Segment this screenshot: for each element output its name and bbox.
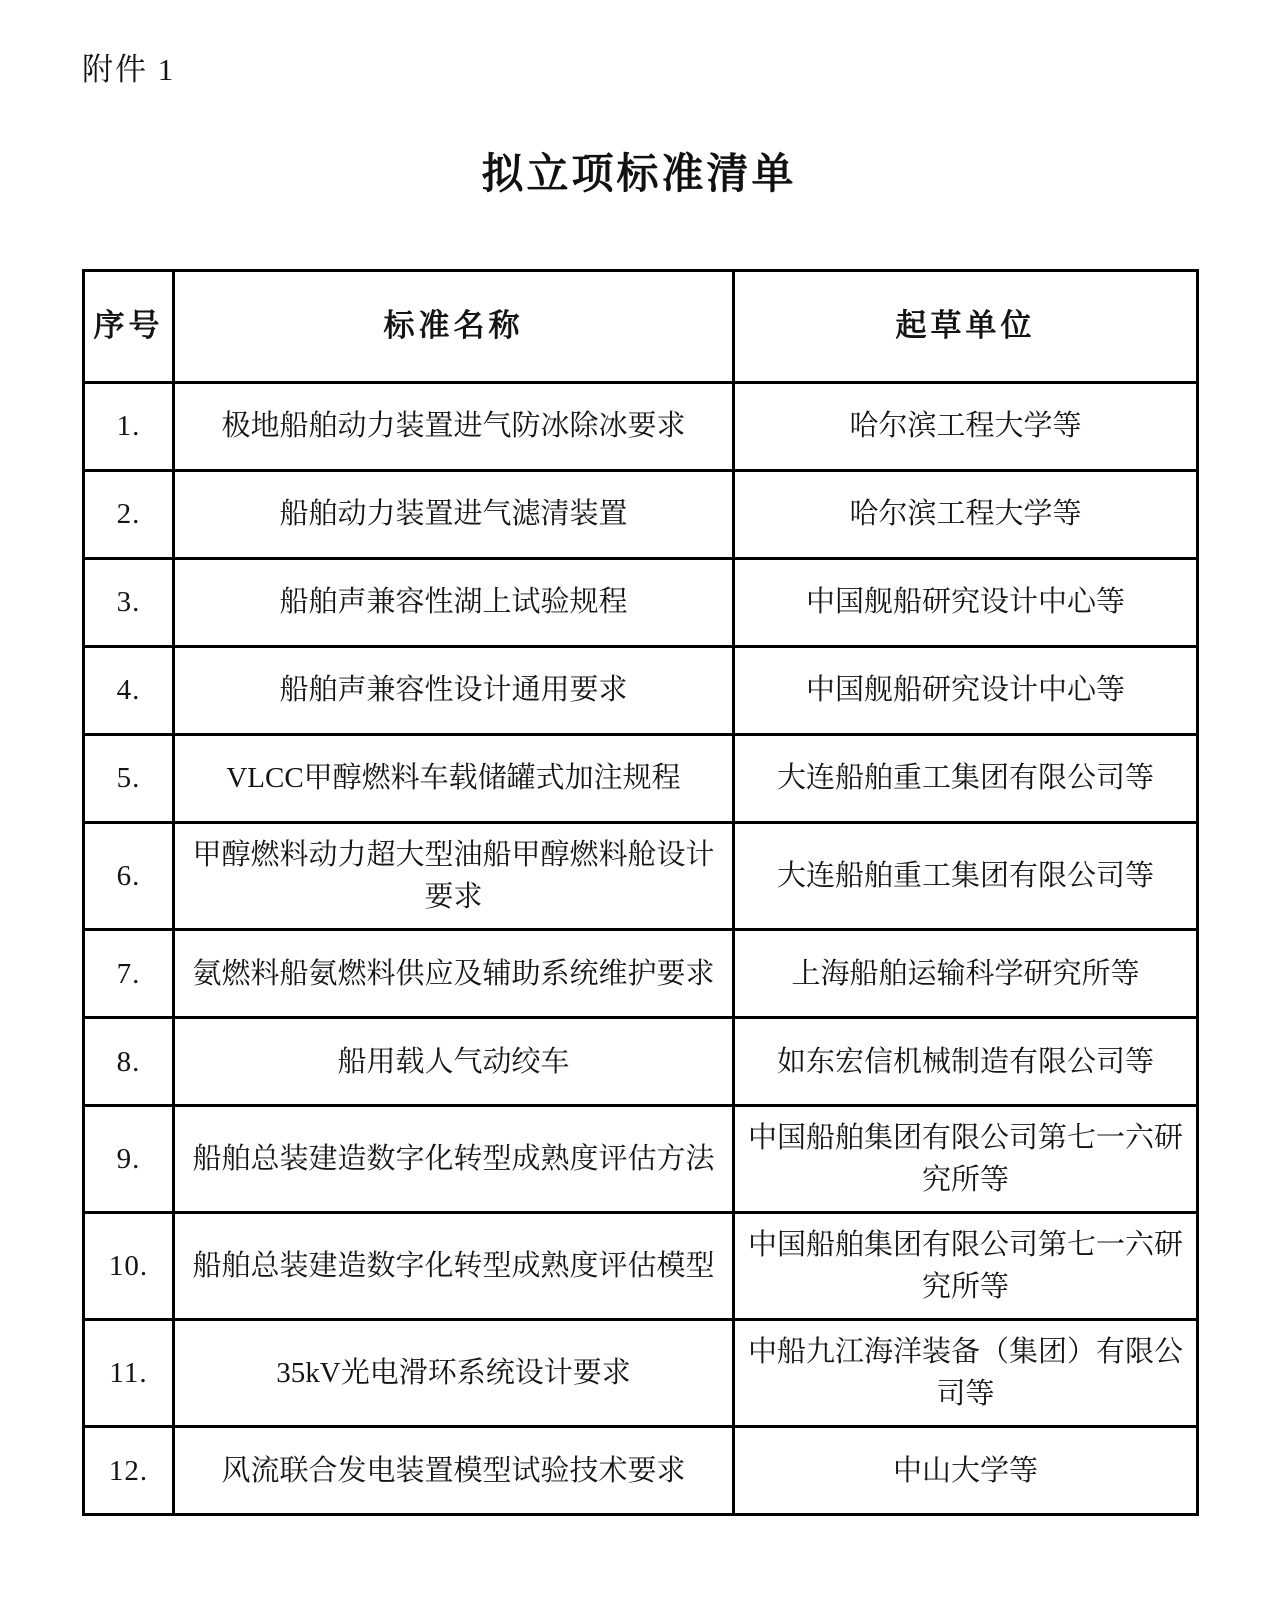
standard-name-cell: 船舶声兼容性设计通用要求 [174,647,734,735]
standard-name-cell: 船舶总装建造数字化转型成熟度评估模型 [174,1213,734,1320]
standard-name-cell: VLCC甲醇燃料车载储罐式加注规程 [174,735,734,823]
drafting-org-cell: 哈尔滨工程大学等 [734,471,1198,559]
header-cell-index: 序号 [84,271,174,383]
row-number-cell: 9. [84,1106,174,1213]
drafting-org-cell: 中船九江海洋装备（集团）有限公司等 [734,1320,1198,1427]
drafting-org-cell: 中山大学等 [734,1427,1198,1515]
row-number-cell: 11. [84,1320,174,1427]
standards-table-header [84,271,1198,383]
standard-name-cell: 极地船舶动力装置进气防冰除冰要求 [174,383,734,471]
standards-table [82,269,1199,1516]
row-number-cell: 5. [84,735,174,823]
table-row [84,1018,1198,1106]
table-row [84,559,1198,647]
standard-name-cell: 风流联合发电装置模型试验技术要求 [174,1427,734,1515]
drafting-org-cell: 中国船舶集团有限公司第七一六研究所等 [734,1106,1198,1213]
drafting-org-cell: 中国舰船研究设计中心等 [734,647,1198,735]
row-number-cell: 4. [84,647,174,735]
header-cell-drafting-org: 起草单位 [734,271,1198,383]
standard-name-cell: 船舶动力装置进气滤清装置 [174,471,734,559]
table-row [84,471,1198,559]
row-number-cell: 1. [84,383,174,471]
row-number-cell: 10. [84,1213,174,1320]
header-row [84,271,1198,383]
table-row [84,1320,1198,1427]
drafting-org-cell: 大连船舶重工集团有限公司等 [734,735,1198,823]
standard-name-cell: 船舶总装建造数字化转型成熟度评估方法 [174,1106,734,1213]
table-row [84,735,1198,823]
drafting-org-cell: 如东宏信机械制造有限公司等 [734,1018,1198,1106]
row-number-cell: 12. [84,1427,174,1515]
page-title: 拟立项标准清单 [481,150,797,197]
table-row [84,1213,1198,1320]
standard-name-cell: 甲醇燃料动力超大型油船甲醇燃料舱设计要求 [174,823,734,930]
drafting-org-cell: 中国舰船研究设计中心等 [734,559,1198,647]
attachment-label: 附件 1 [82,52,176,87]
row-number-cell: 6. [84,823,174,930]
drafting-org-cell: 上海船舶运输科学研究所等 [734,930,1198,1018]
table-row [84,1106,1198,1213]
standards-table-body [84,383,1198,1515]
row-number-cell: 7. [84,930,174,1018]
table-row [84,823,1198,930]
table-row [84,383,1198,471]
table-row [84,930,1198,1018]
row-number-cell: 2. [84,471,174,559]
drafting-org-cell: 大连船舶重工集团有限公司等 [734,823,1198,930]
standard-name-cell: 氨燃料船氨燃料供应及辅助系统维护要求 [174,930,734,1018]
standard-name-cell: 船用载人气动绞车 [174,1018,734,1106]
row-number-cell: 8. [84,1018,174,1106]
row-number-cell: 3. [84,559,174,647]
drafting-org-cell: 哈尔滨工程大学等 [734,383,1198,471]
header-cell-standard-name: 标准名称 [174,271,734,383]
standard-name-cell: 35kV光电滑环系统设计要求 [174,1320,734,1427]
table-row [84,1427,1198,1515]
table-row [84,647,1198,735]
drafting-org-cell: 中国船舶集团有限公司第七一六研究所等 [734,1213,1198,1320]
standard-name-cell: 船舶声兼容性湖上试验规程 [174,559,734,647]
